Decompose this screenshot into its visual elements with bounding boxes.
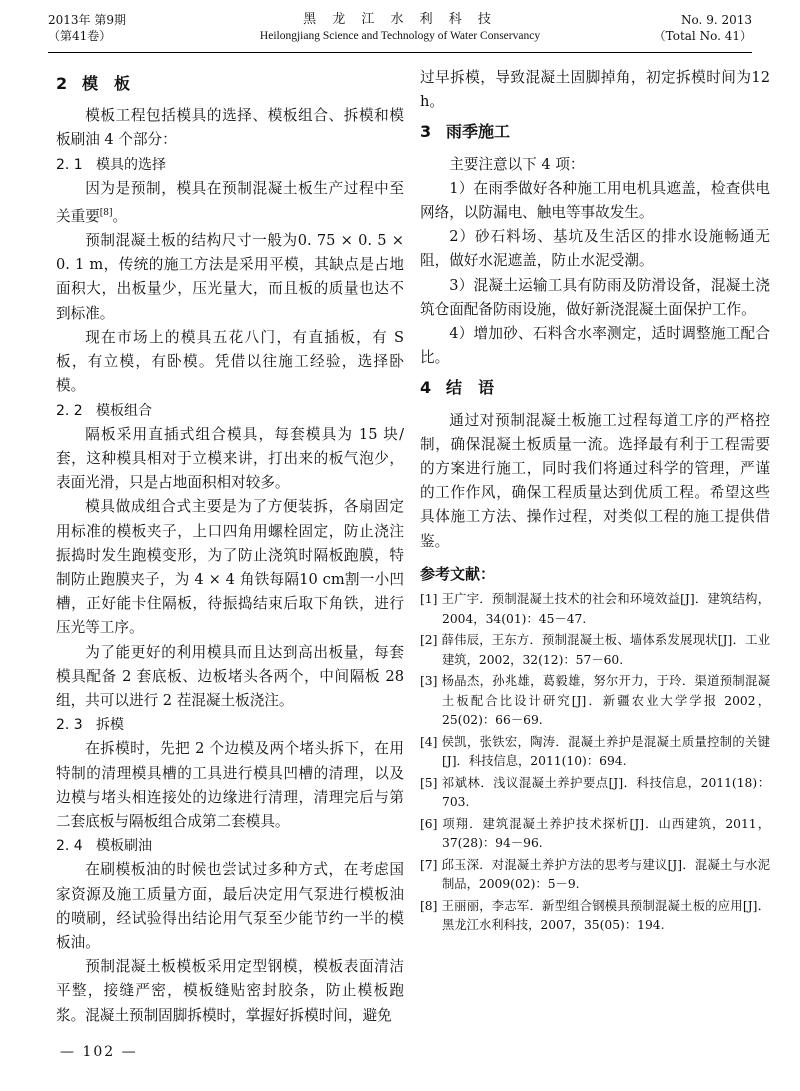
- running-header: [48, 12, 752, 56]
- reference-item: [6] 项翔．建筑混凝土养护技术探析[J]．山西建筑，2011，37(28)：94－96.: [420, 816, 770, 851]
- list-item: 3）混凝土运输工具有防雨及防滑设备，混凝土浇筑仓面配备防雨设施，做好新浇混凝土面保护工作。: [420, 276, 770, 318]
- section-title: 模 板: [82, 74, 131, 93]
- reference-item: [8] 王丽丽，李志军．新型组合钢模具预制混凝土板的应用[J]．黑龙江水利科技，2007，35(05)：194.: [420, 898, 770, 933]
- subsection-heading: [56, 399, 404, 423]
- section-number: 3: [420, 122, 432, 142]
- paragraph: 在拆模时，先把 2 个边模及两个堵头拆下，在用特制的清理模具槽的工具进行模具凹槽的清理，以及边模与堵头相连接处的边缘进行清理，清理完后与第二套底板与隔板组合成第二套模具。: [56, 740, 404, 830]
- paragraph: 预制混凝土板模板采用定型钢模，模板表面清洁平整，接缝严密，模板缝贴密封胶条，防止模板跑浆。混凝土预制固脚拆模时，掌握好拆模时间，避免: [56, 958, 404, 1024]
- subsection-heading: [56, 153, 404, 177]
- list-item: 4）增加砂、石料含水率测定，适时调整施工配合比。: [420, 325, 770, 367]
- volume-number: （第41卷）: [48, 29, 112, 43]
- section-title: 雨季施工: [446, 122, 511, 142]
- citation-mark: [8]: [99, 208, 113, 219]
- reference-list: [420, 590, 770, 936]
- paragraph: 预制混凝土板的结构尺寸一般为0. 75 × 0. 5 × 0. 1 m，传统的施工方法是采用平模，其缺点是占地面积大，出板量少，压光量大，而且板的质量也达不到标准。: [56, 232, 404, 322]
- subsection-heading: [56, 713, 404, 737]
- paragraph-text-end: 。: [112, 207, 128, 225]
- paragraph: 模板工程包括模具的选择、模板组合、拆模和模板刷油 4 个部分：: [56, 107, 404, 149]
- section-number: 2: [56, 74, 68, 93]
- journal-title: [48, 12, 752, 44]
- reference-item: [2] 薛伟辰，王东方．预制混凝土板、墙体系发展现状[J]．工业建筑，2002，32(12)：57－60.: [420, 633, 770, 667]
- subsection-title: 模板刷油: [96, 838, 152, 855]
- paragraph: 主要注意以下 4 项：: [449, 155, 585, 173]
- section-heading: [56, 72, 404, 96]
- list-item: 2）砂石料场、基坑及生活区的排水设施畅通无阻，做好水泥遮盖，防止水泥受潮。: [420, 228, 770, 270]
- subsection-title: 模板组合: [96, 402, 152, 419]
- issue-number-en: No. 9. 2013: [681, 13, 752, 27]
- subsection-number: 2. 2: [56, 402, 83, 419]
- references-heading: 参考文献：: [420, 564, 496, 583]
- reference-item: [4] 侯凯，张铁宏，陶涛．混凝土养护是混凝土质量控制的关键[J]．科技信息，2011(10)：694.: [420, 734, 770, 769]
- subsection-number: 2. 4: [56, 838, 83, 855]
- right-column: [420, 66, 770, 938]
- header-rule: [48, 52, 752, 53]
- section-heading: [420, 376, 770, 400]
- journal-title-cn: 黑 龙 江 水 利 科 技: [303, 12, 497, 27]
- journal-title-en: Heilongjiang Science and Technology of Water Conservancy: [259, 30, 541, 42]
- subsection-title: 模具的选择: [96, 156, 166, 173]
- reference-item: [3] 杨晶杰，孙兆雄，葛毅雄，努尔开力，于玲．渠道预制混凝土板配合比设计研究[J]．新疆农业大学学报 2002，25(02)：66－69.: [420, 674, 770, 728]
- section-title: 结 语: [446, 378, 495, 398]
- reference-item: [1] 王广宇．预制混凝土技术的社会和环境效益[J]．建筑结构，2004，34(01)：45－47.: [420, 592, 770, 626]
- issue-info-en: [654, 12, 752, 44]
- total-number: （Total No. 41）: [653, 29, 752, 43]
- page-number: — 102 —: [60, 1044, 138, 1060]
- section-number: 4: [420, 378, 432, 398]
- section-heading: [420, 120, 770, 144]
- paragraph: 通过对预制混凝土板施工过程每道工序的严格控制，确保混凝土板质量一流。选择最有利于工程需要的方案进行施工，同时我们将通过科学的管理，严谨的工作作风，确保工程质量达到优质工程。希望这些具体施工方法、操作过程，对类似工程的施工提供借鉴。: [420, 411, 770, 550]
- subsection-number: 2. 3: [56, 717, 83, 734]
- reference-item: [5] 祁斌林．浅议混凝土养护要点[J]．科技信息，2011(18)：703.: [420, 775, 770, 810]
- paragraph: 为了能更好的利用模具而且达到高出板量，每套模具配备 2 套底板、边板堵头各两个，中间隔板 28 组，共可以进行 2 茬混凝土板浇注。: [56, 643, 404, 709]
- paragraph: 隔板采用直插式组合模具，每套模具为 15 块/套，这种模具相对于立模来讲，打出来的板气泡少，表面光滑，只是占地面积相对较多。: [56, 425, 404, 492]
- reference-item: [7] 邱玉深．对混凝土养护方法的思考与建议[J]．混凝土与水泥制品，2009(02)：5－9.: [420, 857, 770, 892]
- paragraph: [56, 177, 404, 229]
- list-item: 1）在雨季做好各种施工用电机具遮盖，检查供电网络，以防漏电、触电等事故发生。: [420, 179, 770, 222]
- subsection-number: 2. 1: [56, 156, 83, 173]
- paragraph-text: 因为是预制，模具在预制混凝土板生产过程中至关重要: [56, 179, 404, 225]
- paragraph-continued: 过早拆模，导致混凝土固脚掉角，初定拆模时间为12 h。: [420, 69, 770, 111]
- paragraph: 模具做成组合式主要是为了方便装拆，各扇固定用标准的模板夹子，上口四角用螺栓固定，防止浇注振捣时发生跑模变形，为了防止浇筑时隔板跑膜，特制防止跑膜夹子，为 4 × 4 角铁每隔10 cm割一小凹槽，正好能卡住隔板，待振捣结束后取下角铁，进行压光等工序。: [56, 498, 404, 637]
- paragraph: 在刷模板油的时候也尝试过多种方式，在考虑国家资源及施工质量方面，最后决定用气泵进行模板油的喷刷，经试验得出结论用气泵至少能节约一半的模板油。: [56, 861, 404, 951]
- subsection-heading: [56, 834, 404, 858]
- subsection-title: 拆模: [96, 717, 124, 734]
- left-column: [56, 66, 404, 1028]
- issue-year-number: 2013年 第9期: [48, 13, 126, 27]
- paragraph: 现在市场上的模具五花八门，有直插板，有 S 板，有立模，有卧模。凭借以往施工经验，选择卧模。: [56, 328, 404, 395]
